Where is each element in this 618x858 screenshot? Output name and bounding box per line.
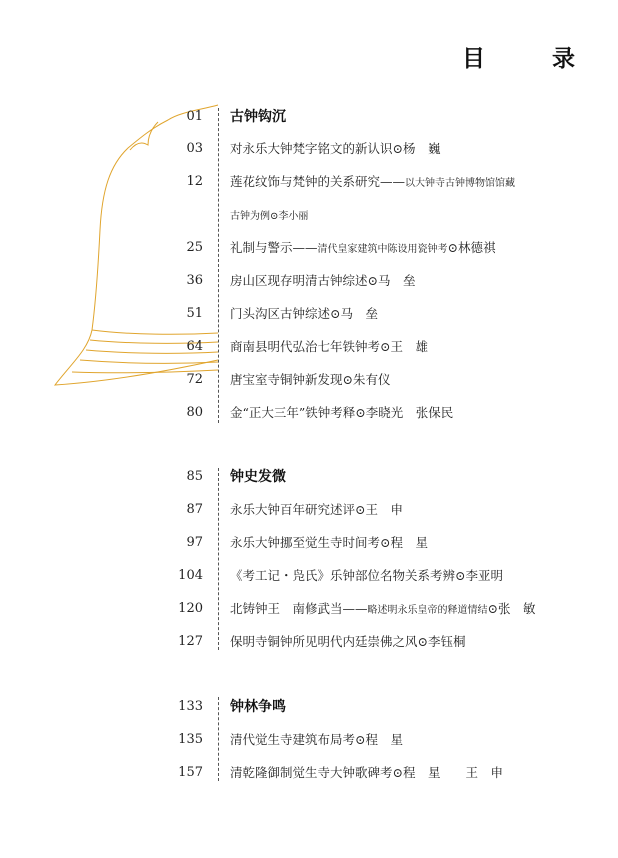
entry-subtitle: 略述明永乐皇帝的释道情结 xyxy=(367,605,488,616)
toc-section-head[interactable] xyxy=(0,468,618,501)
entry-subtitle-line2: 古钟为例 xyxy=(230,211,270,222)
entry-title: 莲花纹饰与梵钟的关系研究—— xyxy=(230,174,406,189)
page-number: 135 xyxy=(178,732,203,747)
entry-author: ⊙李小丽 xyxy=(270,211,309,222)
entry-title: 商南县明代弘治七年铁钟考 xyxy=(230,339,381,354)
entry-title: 《考工记・凫氏》乐钟部位名物关系考辨 xyxy=(230,568,456,583)
page-number: 12 xyxy=(186,174,203,189)
entry-title: 清乾隆御制觉生寺大钟歌碑考 xyxy=(230,765,393,780)
entry-author: ⊙杨 巍 xyxy=(392,141,441,156)
page-number: 64 xyxy=(186,339,203,354)
toc-entry[interactable] xyxy=(0,371,618,404)
entry-subtitle: 清代皇家建筑中陈设用瓷钟考 xyxy=(317,244,448,255)
toc-entry[interactable] xyxy=(0,731,618,764)
toc-entry-continuation[interactable] xyxy=(0,206,618,239)
toc-entry[interactable] xyxy=(0,140,618,173)
page-number: 36 xyxy=(186,273,203,288)
page-number: 127 xyxy=(178,634,203,649)
entry-title: 保明寺铜钟所见明代内廷崇佛之风 xyxy=(230,634,418,649)
page-number: 01 xyxy=(186,109,203,124)
entry-title: 金“正大三年”铁钟考释 xyxy=(230,405,356,420)
entry-author: ⊙马 垒 xyxy=(367,273,416,288)
entry-author: ⊙朱有仪 xyxy=(342,372,391,387)
toc-entry[interactable] xyxy=(0,633,618,666)
entry-author: ⊙张 敏 xyxy=(487,601,536,616)
entry-title: 对永乐大钟梵字铭文的新认识 xyxy=(230,141,393,156)
entry-author: ⊙王 申 xyxy=(355,502,403,517)
entry-author: ⊙李亚明 xyxy=(455,568,503,583)
toc-entry[interactable] xyxy=(0,501,618,534)
entry-title: 唐宝室寺铜钟新发现 xyxy=(230,372,343,387)
section-title: 钟史发微 xyxy=(230,469,286,485)
page-number: 104 xyxy=(178,568,203,583)
toc-entry[interactable] xyxy=(0,305,618,338)
page-number: 97 xyxy=(186,535,203,550)
toc-entry[interactable] xyxy=(0,272,618,305)
entry-title: 门头沟区古钟综述 xyxy=(230,306,331,321)
page-number: 157 xyxy=(178,765,203,780)
toc-entry[interactable] xyxy=(0,173,618,206)
toc-entry[interactable] xyxy=(0,239,618,272)
entry-author: ⊙王 雄 xyxy=(380,339,428,354)
toc-entry[interactable] xyxy=(0,567,618,600)
page-number: 03 xyxy=(186,141,203,156)
entry-title: 北铸钟王 南修武当—— xyxy=(230,601,368,616)
entry-author: ⊙马 垒 xyxy=(330,306,378,321)
entry-title: 房山区现存明清古钟综述 xyxy=(230,273,368,288)
toc-entry[interactable] xyxy=(0,404,618,437)
toc-section-head[interactable] xyxy=(0,698,618,731)
toc-entry[interactable] xyxy=(0,534,618,567)
page-number: 51 xyxy=(186,306,203,321)
entry-author: ⊙李晓光 张保民 xyxy=(355,405,454,420)
entry-author: ⊙程 星 xyxy=(380,535,428,550)
entry-title: 礼制与警示—— xyxy=(230,240,318,255)
page-number: 25 xyxy=(186,240,203,255)
page-number: 80 xyxy=(186,405,203,420)
toc-section-head[interactable] xyxy=(0,108,618,141)
entry-title: 永乐大钟百年研究述评 xyxy=(230,502,356,517)
page-number: 133 xyxy=(178,699,203,714)
page-number: 87 xyxy=(186,502,203,517)
toc-entry[interactable] xyxy=(0,600,618,633)
toc-entry[interactable] xyxy=(0,338,618,371)
page-number: 85 xyxy=(186,469,203,484)
entry-title: 清代觉生寺建筑布局考 xyxy=(230,732,356,747)
section-title: 古钟钩沉 xyxy=(230,109,286,125)
page-number: 120 xyxy=(178,601,203,616)
entry-subtitle: 以大钟寺古钟博物馆馆藏 xyxy=(405,178,516,189)
entry-author: ⊙程 星 xyxy=(355,732,403,747)
section-title: 钟林争鸣 xyxy=(230,699,286,715)
entry-author: ⊙林德祺 xyxy=(447,240,496,255)
toc-entry[interactable] xyxy=(0,764,618,797)
entry-author: ⊙李钰桐 xyxy=(417,634,466,649)
page-number: 72 xyxy=(186,372,203,387)
entry-author: ⊙程 星 王 申 xyxy=(392,765,503,780)
entry-title: 永乐大钟挪至觉生寺时间考 xyxy=(230,535,381,550)
page-title: 目 录 xyxy=(462,45,597,72)
